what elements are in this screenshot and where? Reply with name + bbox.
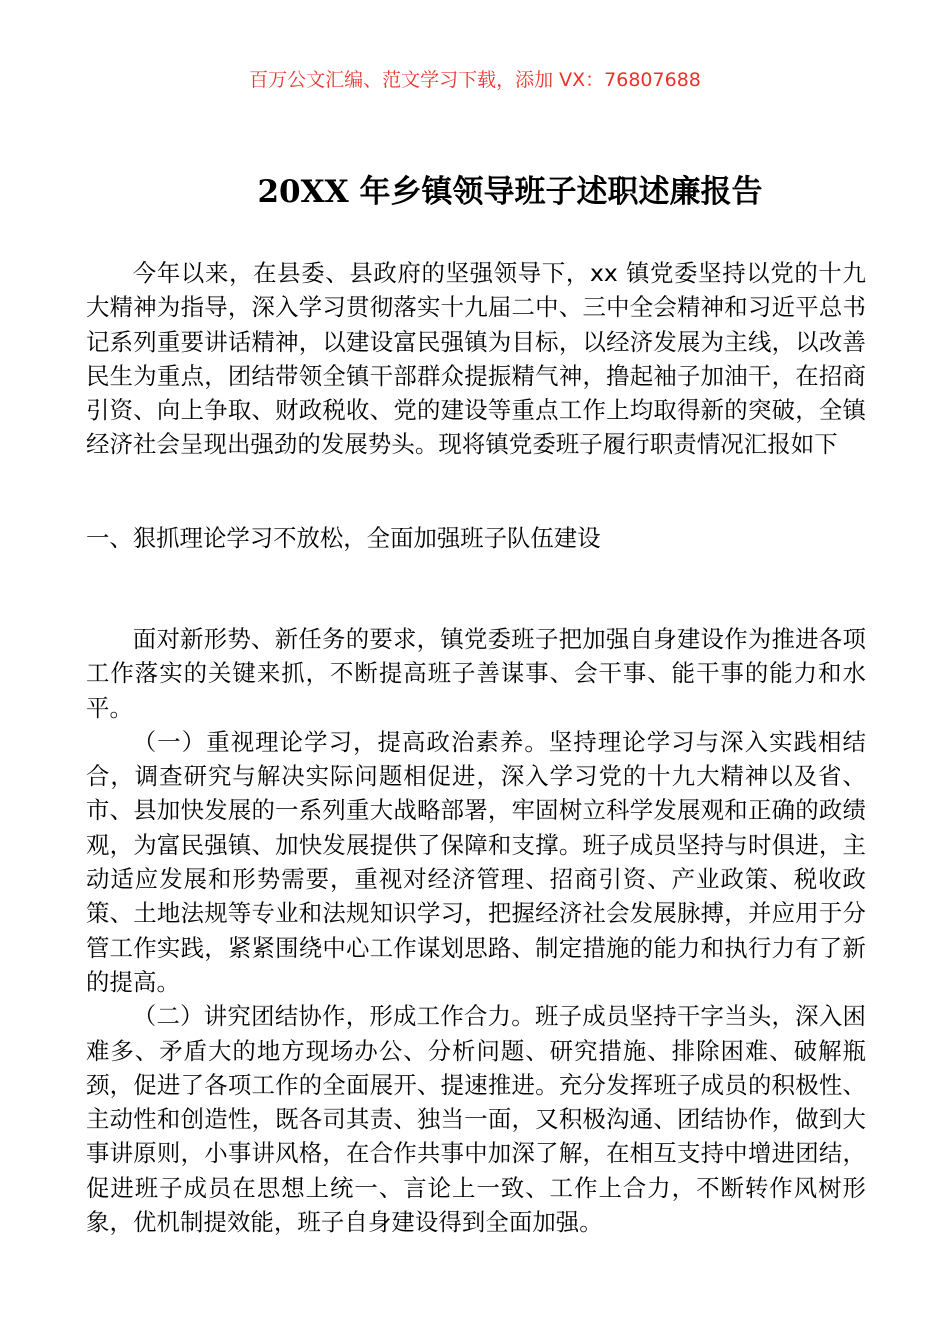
header-watermark-note: 百万公文汇编、范文学习下载，添加 VX：76807688 [249,69,701,91]
section-1-paragraph-overview: 面对新形势、新任务的要求，镇党委班子把加强自身建设作为推进各项工作落实的关键来抓，不断提高班子善谋事、会干事、能干事的能力和水平。 [86,625,866,722]
section-heading-1: 一、狠抓理论学习不放松，全面加强班子队伍建设 [86,524,601,552]
section-1-paragraph-teamwork: （二）讲究团结协作，形成工作合力。班子成员坚持干字当头，深入困难多、矛盾大的地方现场办公、分析问题、研究措施、排除困难、破解瓶颈，促进了各项工作的全面展开、提速推进。充分发挥班子成员的积极性、主动性和创造性，既各司其责、独当一面，又积极沟通、团结协作，做到大事讲原则，小事讲风格，在合作共事中加深了解，在相互支持中增进团结，促进班子成员在思想上统一、言论上一致、工作上合力，不断转作风树形象，优机制提效能，班子自身建设得到全面加强。 [86,1002,866,1237]
intro-paragraph: 今年以来，在县委、县政府的坚强领导下，xx 镇党委坚持以党的十九大精神为指导，深入学习贯彻落实十九届二中、三中全会精神和习近平总书记系列重要讲话精神，以建设富民强镇为目标，以经济发展为主线，以改善民生为重点，团结带领全镇干部群众提振精气神，撸起袖子加油干，在招商引资、向上争取、财政税收、党的建设等重点工作上均取得新的突破，全镇经济社会呈现出强劲的发展势头。现将镇党委班子履行职责情况汇报如下 [86,259,866,459]
intro-section [86,256,866,462]
section-1-paragraph-theory-study: （一）重视理论学习，提高政治素养。坚持理论学习与深入实践相结合，调查研究与解决实际问题相促进，深入学习党的十九大精神以及省、市、县加快发展的一系列重大战略部署，牢固树立科学发展观和正确的政绩观，为富民强镇、加快发展提供了保障和支撑。班子成员坚持与时俱进，主动适应发展和形势需要，重视对经济管理、招商引资、产业政策、税收政策、土地法规等专业和法规知识学习，把握经济社会发展脉搏，并应用于分管工作实践，紧紧围绕中心工作谋划思路、制定措施的能力和执行力有了新的提高。 [86,727,866,996]
section-1-body [86,622,866,1239]
document-title: 20XX 年乡镇领导班子述职述廉报告 [257,174,763,210]
